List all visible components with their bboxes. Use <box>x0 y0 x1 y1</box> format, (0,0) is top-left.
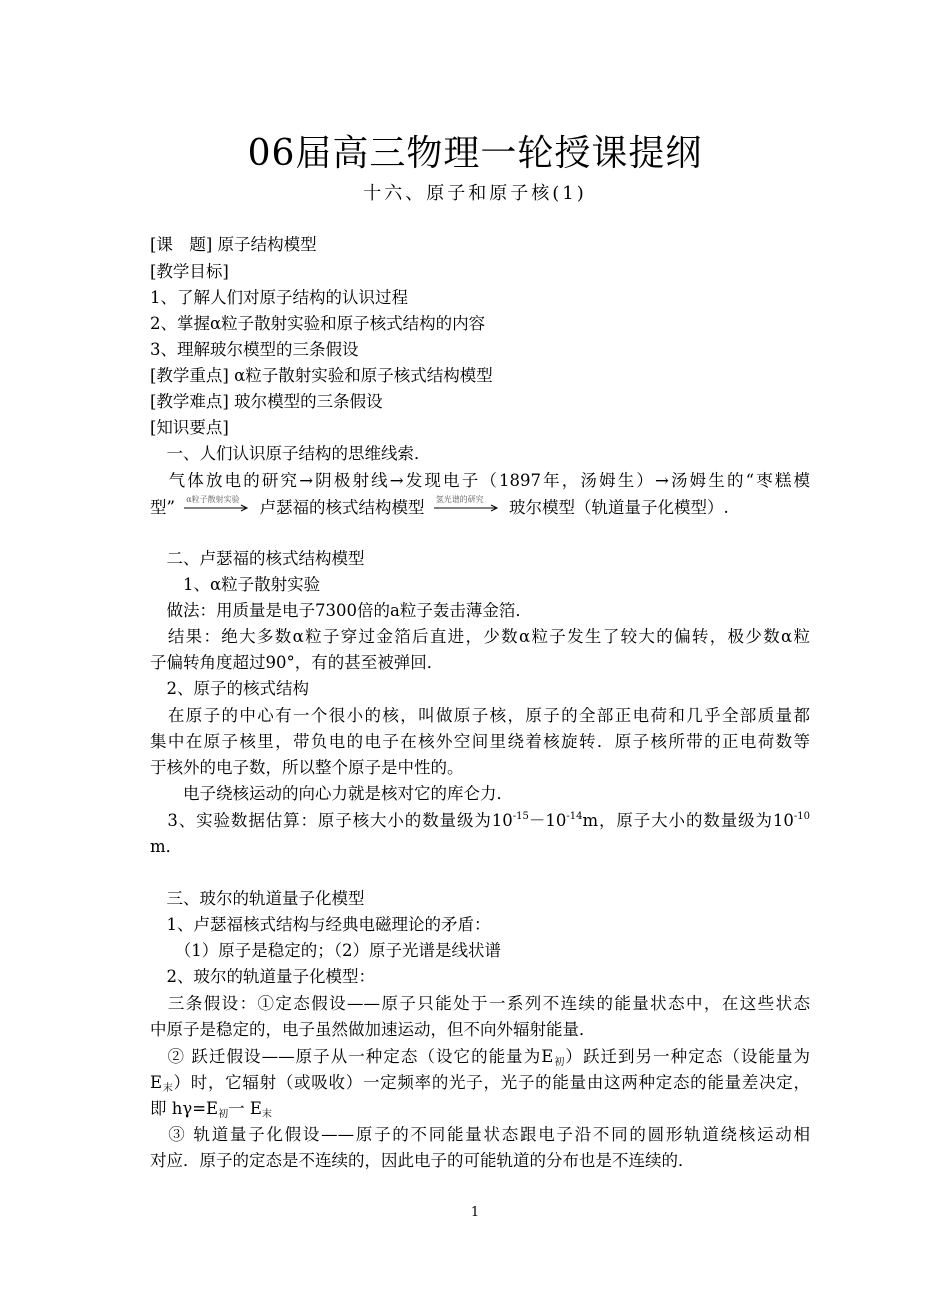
document-subtitle: 十六、原子和原子核(1) <box>363 183 587 204</box>
subsection-heading: 2、玻尔的轨道量子化模型： <box>150 967 375 986</box>
text-fragment: 3、实验数据估算：原子核大小的数量级为10 <box>150 811 513 830</box>
paragraph-line-arrows <box>150 495 810 519</box>
text-fragment: E <box>150 1073 163 1092</box>
exponent: -15 <box>512 811 529 822</box>
paragraph-line: 在原子的中心有一个很小的核，叫做原子核，原子的全部正电荷和几乎全部质量都 <box>150 706 810 725</box>
section-heading: 一、人们认识原子结构的思维线索． <box>150 444 431 463</box>
key-points-line: [教学重点] α粒子散射实验和原子核式结构模型 <box>150 366 493 385</box>
text-fragment: 即 hγ=E <box>150 1099 219 1118</box>
text-fragment: ）时，它辐射（或吸收）一定频率的光子，光子的能量由这两种定态的能量差决定， <box>173 1073 811 1092</box>
exponent: -10 <box>793 811 810 822</box>
knowledge-heading: [知识要点] <box>150 418 229 437</box>
right-arrow-icon <box>182 504 252 512</box>
page-number: 1 <box>470 1205 480 1220</box>
paragraph-line: 于核外的电子数，所以整个原子是中性的。 <box>150 758 464 777</box>
section-heading: 三、玻尔的轨道量子化模型 <box>150 889 365 908</box>
objective-item: 2、掌握α粒子散射实验和原子核式结构的内容 <box>150 314 486 333</box>
difficulties-line: [教学难点] 玻尔模型的三条假设 <box>150 392 383 411</box>
paragraph-line: 集中在原子核里，带负电的电子在核外空间里绕着核旋转．原子核所带的正电荷数等 <box>150 732 810 751</box>
text-fragment: ② 跃迁假设——原子从一种定态（设它的能量为E <box>150 1047 554 1066</box>
formula-line <box>150 1098 810 1123</box>
arrow-alpha-scattering <box>182 495 252 513</box>
paragraph-line: 中原子是稳定的，电子虽然做加速运动，但不向外辐射能量． <box>150 1020 596 1039</box>
paragraph-line: 电子绕核运动的向心力就是核对它的库仑力． <box>150 784 513 803</box>
objective-item: 1、了解人们对原子结构的认识过程 <box>150 288 408 307</box>
paragraph-line: ③ 轨道量子化假设——原子的不同能量状态跟电子沿不同的圆形轨道绕核运动相 <box>150 1125 810 1144</box>
paragraph-line: m． <box>150 837 183 856</box>
text-fragment: m，原子大小的数量级为10 <box>582 811 794 830</box>
paragraph-line: （1）原子是稳定的；（2）原子光谱是线状谱 <box>150 941 501 960</box>
paragraph-line: 三条假设：①定态假设——原子只能处于一系列不连续的能量状态中，在这些状态 <box>150 994 810 1013</box>
paragraph-line <box>150 1072 810 1097</box>
exponent: -14 <box>566 811 583 822</box>
paragraph-line: 对应．原子的定态是不连续的，因此电子的可能轨道的分布也是不连续的． <box>150 1151 695 1170</box>
topic-line: [课 题] 原子结构模型 <box>150 235 317 254</box>
subscript: 初 <box>218 1109 229 1120</box>
subsection-heading: 2、原子的核式结构 <box>150 679 309 698</box>
subsection-heading: 1、卢瑟福核式结构与经典电磁理论的矛盾： <box>150 915 491 934</box>
paragraph-line: 结果：绝大多数α粒子穿过金箔后直进，少数α粒子发生了较大的偏转，极少数α粒 <box>150 627 810 646</box>
paragraph-line: 气体放电的研究→阴极射线→发现电子（1897年，汤姆生）→汤姆生的“枣糕模 <box>150 471 810 490</box>
arrow-label: 氢光谱的研究 <box>435 495 484 504</box>
subscript: 末 <box>261 1109 272 1120</box>
paragraph-line: 做法：用质量是电子7300倍的a粒子轰击薄金箔． <box>150 601 532 620</box>
arrow-hydrogen-spectrum <box>432 495 502 513</box>
section-heading: 二、卢瑟福的核式结构模型 <box>150 549 365 568</box>
arrow-label: α粒子散射实验 <box>186 495 240 504</box>
right-arrow-icon <box>432 504 502 512</box>
estimate-line <box>150 810 810 835</box>
objectives-heading: [教学目标] <box>150 262 229 281</box>
text-fragment: ）跃迁到另一种定态（设能量为 <box>565 1047 811 1066</box>
text-fragment: 一 E <box>228 1099 262 1118</box>
subsection-heading: 1、α粒子散射实验 <box>150 575 321 594</box>
paragraph-line: 子偏转角度超过90°，有的甚至被弹回． <box>150 653 444 672</box>
document-title: 06届高三物理一轮授课提纲 <box>247 133 703 174</box>
text-fragment: 玻尔模型（轨道量子化模型）. <box>508 498 729 517</box>
objective-item: 3、理解玻尔模型的三条假设 <box>150 340 359 359</box>
paragraph-line <box>150 1046 810 1071</box>
text-fragment: 卢瑟福的核式结构模型 <box>259 498 425 517</box>
subscript: 末 <box>162 1083 174 1094</box>
text-fragment: －10 <box>528 811 567 830</box>
text-fragment: 型” <box>150 498 175 517</box>
subscript: 初 <box>553 1057 566 1068</box>
